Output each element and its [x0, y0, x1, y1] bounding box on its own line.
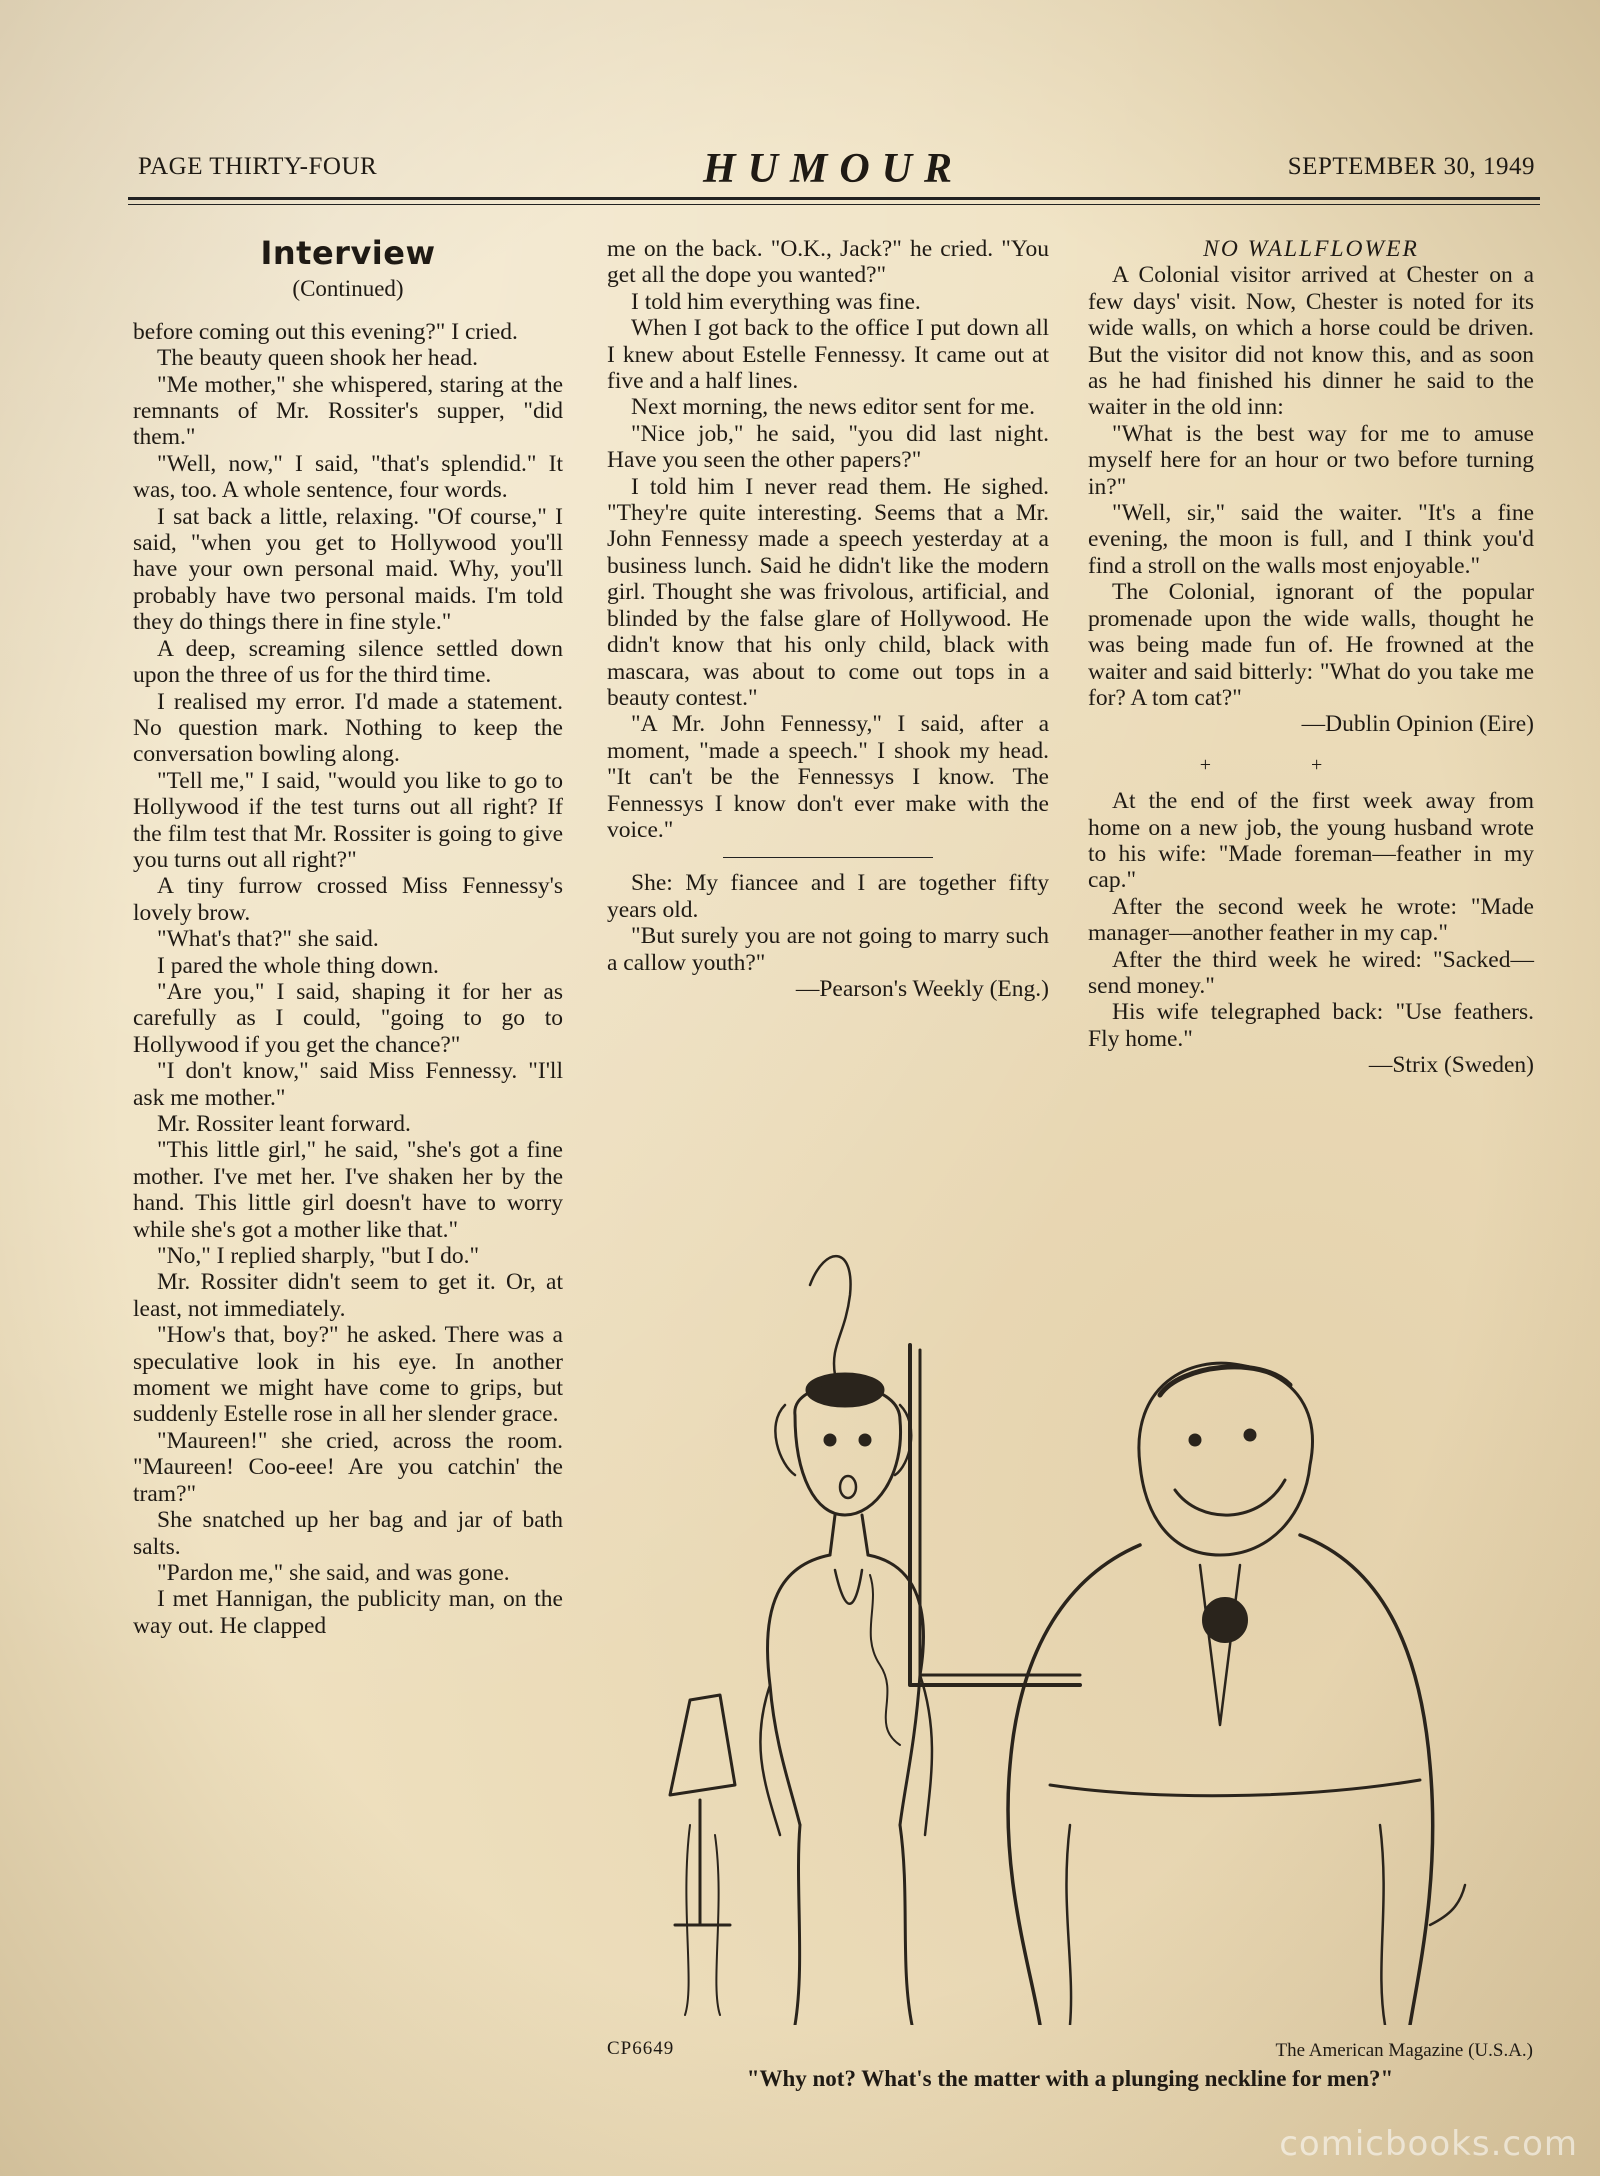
article-paragraph: I met Hannigan, the publicity man, on the way out. He clapped	[133, 1586, 563, 1639]
joke-paragraph: She: My fiancee and I are together fifty years old.	[607, 870, 1049, 923]
article-subtitle: (Continued)	[292, 276, 404, 302]
joke-paragraph: "What is the best way for me to amuse myself here for an hour or two before turning in?"	[1088, 420, 1534, 500]
cartoon-credit: The American Magazine (U.S.A.)	[1275, 2040, 1533, 2061]
article-paragraph: "How's that, boy?" he asked. There was a speculative look in his eye. In another moment we might have come to grips, but suddenly Estelle rose in all her slender grace.	[133, 1322, 563, 1428]
cartoon-illustration	[600, 1225, 1540, 2025]
article-paragraph: Mr. Rossiter didn't seem to get it. Or, at least, not immediately.	[133, 1269, 563, 1322]
article-column-3	[1088, 236, 1534, 1079]
joke-paragraph: His wife telegraphed back: "Use feathers. Fly home."	[1088, 999, 1534, 1052]
article-paragraph: A deep, screaming silence settled down upon the three of us for the third time.	[133, 635, 563, 689]
article-column-2	[607, 236, 1049, 1002]
article-paragraph: "Are you," I said, shaping it for her as carefully as I could, "going to go to Hollywood if you get the chance?"	[133, 978, 563, 1058]
page-number: PAGE THIRTY-FOUR	[138, 153, 378, 180]
pearson-joke	[607, 870, 1049, 976]
article-paragraph: before coming out this evening?" I cried.	[133, 318, 518, 345]
joke-paragraph: A Colonial visitor arrived at Chester on a few days' visit. Now, Chester is noted for its wide walls, on which a horse could be driven. But the visitor did not know this, and as soon as he had finished his dinner he said to the waiter in the old inn:	[1088, 262, 1534, 421]
page-header	[132, 145, 1535, 195]
cartoon-caption: "Why not? What's the matter with a plunging neckline for men?"	[746, 2066, 1394, 2091]
header-rule-thin	[128, 204, 1540, 205]
joke-paragraph: "But surely you are not going to marry such a callow youth?"	[607, 923, 1049, 976]
article-paragraph: "Pardon me," she said, and was gone.	[157, 1559, 510, 1586]
article-paragraph: "Maureen!" she cried, across the room. "Maureen! Coo-eee! Are you catchin' the tram?"	[133, 1427, 563, 1507]
wallflower-source: —Dublin Opinion (Eire)	[1301, 711, 1534, 738]
wallflower-joke	[1088, 262, 1534, 711]
article-paragraph: I told him I never read them. He sighed. "They're quite interesting. Seems that a Mr. John Fennessy made a speech yesterday at a business lunch. Said he didn't like the modern girl. Thought she was frivolous, artificial, and blinded by the false glare of Hollywood. He didn't know that his only child, black with mascara, was about to come out tops in a beauty contest."	[607, 473, 1049, 711]
joke-paragraph: "Well, sir," said the waiter. "It's a fine evening, the moon is full, and I think you'd find a stroll on the walls most enjoyable."	[1088, 500, 1534, 579]
section-ornament: ++	[1199, 753, 1423, 776]
article-paragraph: I realised my error. I'd made a statement. No question mark. Nothing to keep the conversation bowling along.	[133, 688, 563, 768]
joke-paragraph: After the second week he wrote: "Made manager—another feather in my cap."	[1088, 893, 1534, 947]
pearson-source: —Pearson's Weekly (Eng.)	[795, 975, 1049, 1002]
joke-paragraph: The Colonial, ignorant of the popular promenade upon the wide walls, thought he was being made fun of. He frowned at the waiter and said bitterly: "What do you take me for? A tom cat?"	[1088, 579, 1534, 711]
article-paragraph: Mr. Rossiter leant forward.	[157, 1111, 411, 1137]
article-paragraph: When I got back to the office I put down all I knew about Estelle Fennessy. It came out at five and a half lines.	[607, 315, 1049, 395]
article-title: Interview	[260, 234, 436, 272]
issue-date: SEPTEMBER 30, 1949	[1287, 153, 1535, 180]
article-paragraph: A tiny furrow crossed Miss Fennessy's lovely brow.	[133, 873, 563, 926]
article-paragraph: "I don't know," said Miss Fennessy. "I'll ask me mother."	[133, 1058, 563, 1111]
article-paragraph: I pared the whole thing down.	[157, 952, 439, 979]
strix-source: —Strix (Sweden)	[1368, 1052, 1534, 1079]
article-paragraph: "A Mr. John Fennessy," I said, after a moment, "made a speech." I shook my head. "It can't be the Fennessys I know. The Fennessys I know don't ever make with the voice."	[607, 711, 1049, 843]
strix-joke	[1088, 788, 1534, 1052]
article-paragraph: me on the back. "O.K., Jack?" he cried. "You get all the dope you wanted?"	[607, 236, 1049, 289]
article-paragraph: "Nice job," he said, "you did last night. Have you seen the other papers?"	[607, 420, 1049, 474]
cartoon-code: CP6649	[607, 2038, 675, 2059]
article-paragraph: I sat back a little, relaxing. "Of course," I said, "when you get to Hollywood you'll have your own personal maid. Why, you'll probably have two personal maids. I'm told they do things there in fine style."	[133, 503, 563, 636]
divider	[723, 857, 933, 858]
wallflower-title: NO WALLFLOWER	[1203, 236, 1419, 262]
article-paragraph: "What's that?" she said.	[157, 926, 379, 953]
article-paragraph: "Well, now," I said, "that's splendid." It was, too. A whole sentence, four words.	[133, 450, 563, 504]
joke-paragraph: After the third week he wired: "Sacked—send money."	[1088, 946, 1534, 999]
article-paragraph: "No," I replied sharply, "but I do."	[157, 1243, 480, 1270]
article-paragraph: "This little girl," he said, "she's got a fine mother. I've met her. I've shaken her by the hand. This little girl doesn't have to worry while she's got a mother like that."	[133, 1137, 563, 1243]
joke-paragraph: At the end of the first week away from home on a new job, the young husband wrote to his wife: "Made foreman—feather in my cap."	[1088, 788, 1534, 894]
article-paragraph: I told him everything was fine.	[631, 288, 921, 315]
article-paragraph: The beauty queen shook her head.	[157, 345, 479, 372]
header-rule	[128, 197, 1540, 200]
article-paragraph: "Tell me," I said, "would you like to go to Hollywood if the test turns out all right? If the film test that Mr. Rossiter is going to give you turns out all right?"	[133, 767, 563, 873]
article-body-1	[133, 319, 563, 1639]
site-watermark: comicbooks.com	[1279, 2124, 1578, 2164]
article-paragraph: She snatched up her bag and jar of bath salts.	[133, 1507, 563, 1560]
article-column-1	[133, 234, 563, 1639]
article-paragraph: "Me mother," she whispered, staring at the remnants of Mr. Rossiter's supper, "did them."	[133, 371, 563, 451]
article-paragraph: Next morning, the news editor sent for me.	[631, 394, 1035, 421]
magazine-title: HUMOUR	[702, 146, 965, 192]
article-body-2	[607, 236, 1049, 843]
